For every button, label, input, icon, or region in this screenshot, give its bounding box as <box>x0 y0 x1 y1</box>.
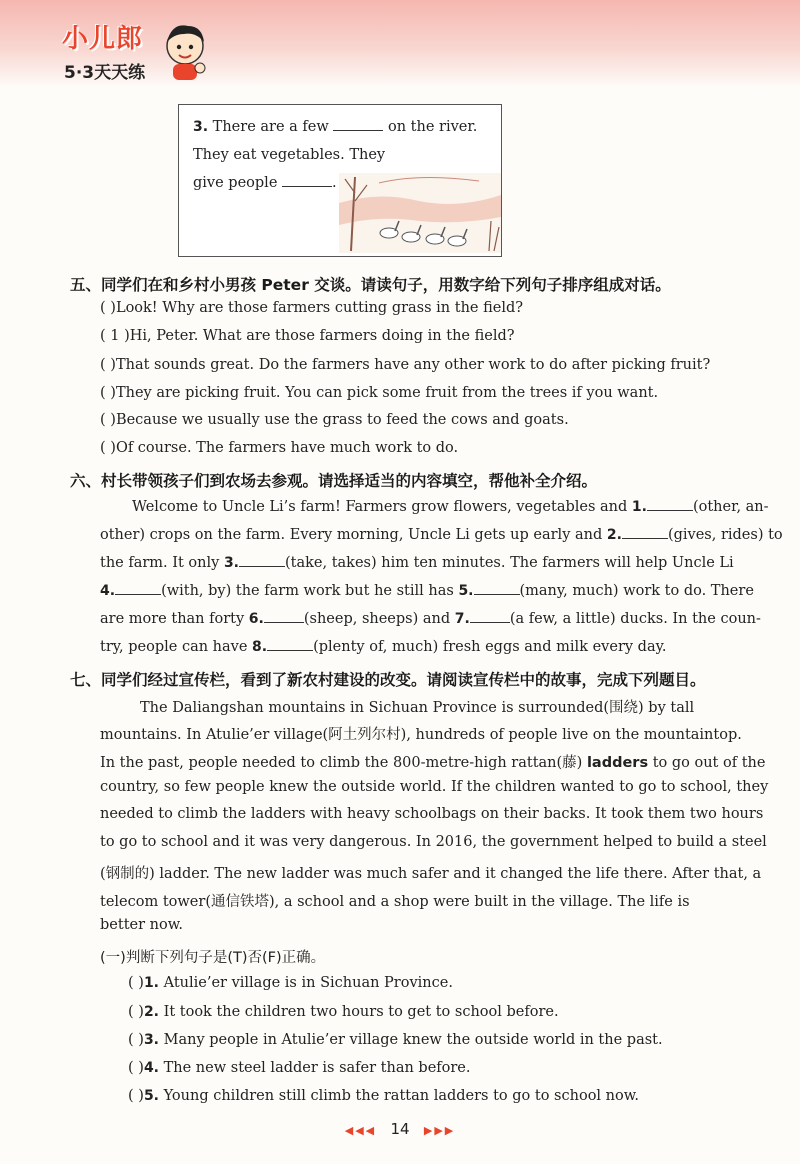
passage-line: other) crops on the farm. Every morning, Uncle Li gets up early and 2. (gives, rides) to <box>100 527 783 543</box>
fill-blank-7[interactable] <box>470 622 510 623</box>
question-3-box <box>178 104 502 257</box>
reading-line: to go to school and it was very dangerous. In 2016, the government helped to build a steel <box>100 834 767 850</box>
fill-blank-1[interactable] <box>647 510 693 511</box>
reading-line: needed to climb the ladders with heavy schoolbags on their backs. It took them two hours <box>100 806 764 822</box>
order-blank[interactable]: ( ) <box>100 412 116 428</box>
tf-answer-blank[interactable]: ( ) <box>128 1032 144 1048</box>
reading-line: country, so few people knew the outside world. If the children wanted to go to school, they <box>100 779 769 795</box>
dialogue-item: ( )That sounds great. Do the farmers have any other work to do after picking fruit? <box>100 357 711 373</box>
dialogue-item: ( )Of course. The farmers have much work to do. <box>100 440 459 456</box>
keyword-ladders: ladders <box>586 755 649 771</box>
fill-blank-3[interactable] <box>239 566 285 567</box>
order-blank[interactable]: ( ) <box>100 300 116 316</box>
reading-line: better now. <box>100 917 184 933</box>
fill-blank-5[interactable] <box>474 594 520 595</box>
dialogue-item: ( )Because we usually use the grass to feed the cows and goats. <box>100 412 569 428</box>
passage-line: 4. (with, by) the farm work but he still has 5. (many, much) work to do. There <box>100 583 754 599</box>
tf-answer-blank[interactable]: ( ) <box>128 1060 144 1076</box>
tf-question: ( )4. The new steel ladder is safer than before. <box>128 1060 471 1076</box>
answer-blank[interactable] <box>282 186 332 187</box>
left-arrows-icon: ◀◀◀ <box>344 1124 377 1137</box>
order-blank[interactable]: ( ) <box>100 357 116 373</box>
passage-line: are more than forty 6. (sheep, sheeps) and 7. (a few, a little) ducks. In the coun- <box>100 611 761 627</box>
fill-blank-6[interactable] <box>264 622 304 623</box>
reading-line: telecom tower(通信铁塔), a school and a shop were built in the village. The life is <box>100 894 690 910</box>
brand-logo <box>62 18 202 88</box>
right-arrows-icon: ▶▶▶ <box>423 1124 456 1137</box>
tf-answer-blank[interactable]: ( ) <box>128 1004 144 1020</box>
section-6-title: 六、村长带领孩子们到农场去参观。请选择适当的内容填空，帮他补全介绍。 <box>70 472 598 490</box>
section-7-title: 七、同学们经过宣传栏，看到了新农村建设的改变。请阅读宣传栏中的故事，完成下列题目。 <box>70 671 706 689</box>
tf-question: ( )1. Atulie’er village is in Sichuan Province. <box>128 975 453 991</box>
reading-line: (钢制的) ladder. The new ladder was much safer and it changed the life there. After that, a <box>100 866 762 882</box>
page-footer <box>0 1120 800 1138</box>
passage-line: try, people can have 8. (plenty of, much) fresh eggs and milk every day. <box>100 639 667 655</box>
series-name: 5·3天天练 <box>64 63 146 83</box>
tf-question: ( )5. Young children still climb the rattan ladders to go to school now. <box>128 1088 640 1104</box>
passage-line: the farm. It only 3. (take, takes) him ten minutes. The farmers will help Uncle Li <box>100 555 734 571</box>
tf-question: ( )3. Many people in Atulie’er village knew the outside world in the past. <box>128 1032 663 1048</box>
tf-question: ( )2. It took the children two hours to get to school before. <box>128 1004 559 1020</box>
question-3-text: 3. There are a few on the river. They eat vegetables. They give people . <box>193 119 478 191</box>
page-number: 14 <box>390 1120 410 1138</box>
brand-name: 小儿郎 <box>62 24 144 54</box>
geese-river-illustration <box>339 173 501 253</box>
reading-line: The Daliangshan mountains in Sichuan Province is surrounded(围绕) by tall <box>140 700 695 716</box>
fill-blank-4[interactable] <box>115 594 161 595</box>
dialogue-item: ( )They are picking fruit. You can pick some fruit from the trees if you want. <box>100 385 659 401</box>
reading-line: mountains. In Atulie’er village(阿土列尔村), hundreds of people live on the mountaintop. <box>100 727 742 743</box>
dialogue-item: ( )Look! Why are those farmers cutting grass in the field? <box>100 300 524 316</box>
order-blank[interactable]: ( 1 ) <box>100 328 130 344</box>
passage-line: Welcome to Uncle Li’s farm! Farmers grow flowers, vegetables and 1. (other, an- <box>132 499 769 515</box>
tf-answer-blank[interactable]: ( ) <box>128 1088 144 1104</box>
order-blank[interactable]: ( ) <box>100 440 116 456</box>
section-5-title: 五、同学们在和乡村小男孩 Peter 交谈。请读句子，用数字给下列句子排序组成对话。 <box>70 276 671 294</box>
answer-blank[interactable] <box>333 130 383 131</box>
fill-blank-2[interactable] <box>622 538 668 539</box>
fill-blank-8[interactable] <box>267 650 313 651</box>
true-false-instruction: (一)判断下列句子是(T)否(F)正确。 <box>100 950 326 966</box>
order-blank[interactable]: ( ) <box>100 385 116 401</box>
mascot-boy-icon <box>162 20 208 82</box>
tf-answer-blank[interactable]: ( ) <box>128 975 144 991</box>
dialogue-item: ( 1 )Hi, Peter. What are those farmers doing in the field? <box>100 328 515 344</box>
reading-line: In the past, people needed to climb the 800-metre-high rattan(藤) ladders to go out of the <box>100 755 766 771</box>
